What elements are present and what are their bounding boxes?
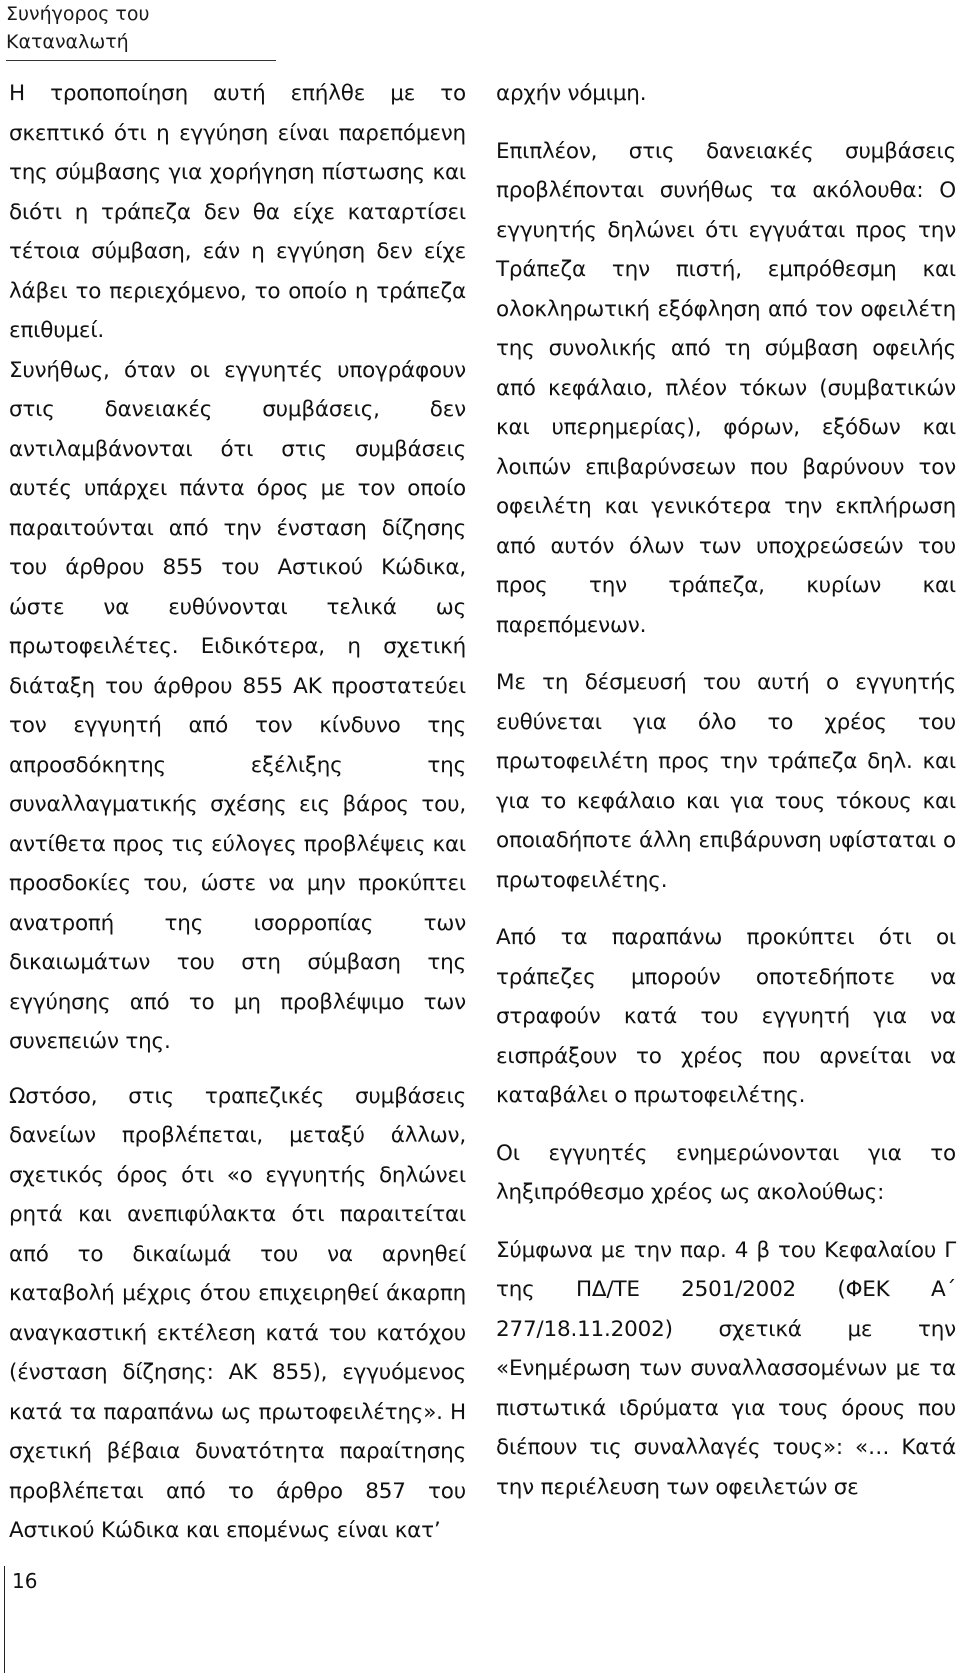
paragraph: Η τροποποίηση αυτή επήλθε με το σκεπτικό ότι η εγγύηση είναι παρεπόμενη της σύμβασης για χορήγηση πίστωσης και διότι η τράπεζα δεν θα είχε καταρτίσει τέτοια σύμβαση, εάν η εγγύηση δεν είχε λάβει το περιεχόμενο, το οποίο η τράπεζα επιθυμεί. (9, 81, 466, 343)
running-header: Συνήγορος του Καταναλωτή (6, 0, 276, 61)
paragraph: Ωστόσο, στις τραπεζικές συμβάσεις δανείων προβλέπεται, μεταξύ άλλων, σχετικός όρος ότι «ο εγγυητής δηλώνει ρητά και ανεπιφύλακτα ότι παραιτείται από το δικαίωμά του να αρνηθεί καταβολή μέχρις ότου επιχειρηθεί άκαρπη αναγκαστική εκτέλεση κατά του κατόχου (ένσταση δίζησης: ΑΚ 855), εγγυόμενος κατά τα παραπάνω ως πρωτοφειλέτης». Η σχετική βέβαια δυνατότητα παραίτησης προβλέπεται από το άρθρο 857 του Αστικού Κώδικα και επομένως είναι κατ’ (9, 1083, 466, 1543)
left-text-column (9, 74, 466, 1551)
right-text-column (496, 74, 956, 1507)
paragraph: Σύμφωνα με την παρ. 4 β του Κεφαλαίου Γ της ΠΔ/ΤΕ 2501/2002 (ΦΕΚ Α΄ 277/18.11.2002) σχετικά με την «Ενημέρωση των συναλλασσομένων με τα πιστωτικά ιδρύματα για τους όρους που διέπουν τις συναλλαγές τους»: «… Κατά την περιέλευση των οφειλετών σε (496, 1237, 956, 1500)
paragraph: Οι εγγυητές ενημερώνονται για το ληξιπρόθεσμο χρέος ως ακολούθως: (496, 1140, 956, 1205)
footer-rule (4, 1566, 5, 1673)
paragraph: Συνήθως, όταν οι εγγυητές υπογράφουν στις δανειακές συμβάσεις, δεν αντιλαμβάνονται ότι στις συμβάσεις αυτές υπάρχει πάντα όρος με τον οποίο παραιτούνται από την ένσταση δίζησης του άρθρου 855 του Αστικού Κώδικα, ώστε να ευθύνονται τελικά ως πρωτοφειλέτες. Ειδικότερα, η σχετική διάταξη του άρθρου 855 ΑΚ προστατεύει τον εγγυητή από τον κίνδυνο της απροσδόκητης εξέλιξης της συναλλαγματικής σχέσης εις βάρος του, αντίθετα προς τις εύλογες προβλέψεις και προσδοκίες του, ώστε να μην προκύπτει ανατροπή της ισορροπίας των δικαιωμάτων του στη σύμβαση της εγγύησης από το μη προβλέψιμο των συνεπειών της. (9, 357, 466, 1054)
page-footer (0, 1566, 200, 1673)
page-number: 16 (12, 1569, 38, 1593)
paragraph: αρχήν νόμιμη. (496, 81, 647, 106)
paragraph: Από τα παραπάνω προκύπτει ότι οι τράπεζες μπορούν οποτεδήποτε να στραφούν κατά του εγγυητή για να εισπράξουν το χρέος που αρνείται να καταβάλει ο πρωτοφειλέτης. (496, 925, 956, 1108)
paragraph: Με τη δέσμευσή του αυτή ο εγγυητής ευθύνεται για όλο το χρέος του πρωτοφειλέτη προς την τράπεζα δηλ. και για το κεφάλαιο και για τους τόκους και οποιαδήποτε άλλη επιβάρυνση υφίσταται ο πρωτοφειλέτης. (496, 670, 956, 893)
paragraph: Επιπλέον, στις δανειακές συμβάσεις προβλέπονται συνήθως τα ακόλουθα: Ο εγγυητής δηλώνει ότι εγγυάται προς την Τράπεζα την πιστή, εμπρόθεσμη και ολοκληρωτική εξόφληση από τον οφειλέτη της συνολικής από τη σύμβαση οφειλής από κεφάλαιο, πλέον τόκων (συμβατικών και υπερημερίας), φόρων, εξόδων και λοιπών επιβαρύνσεων που βαρύνουν τον οφειλέτη και γενικότερα την εκπλήρωση από αυτόν όλων των υποχρεώσεών του προς την τράπεζα, κυρίων και παρεπόμενων. (496, 138, 956, 638)
